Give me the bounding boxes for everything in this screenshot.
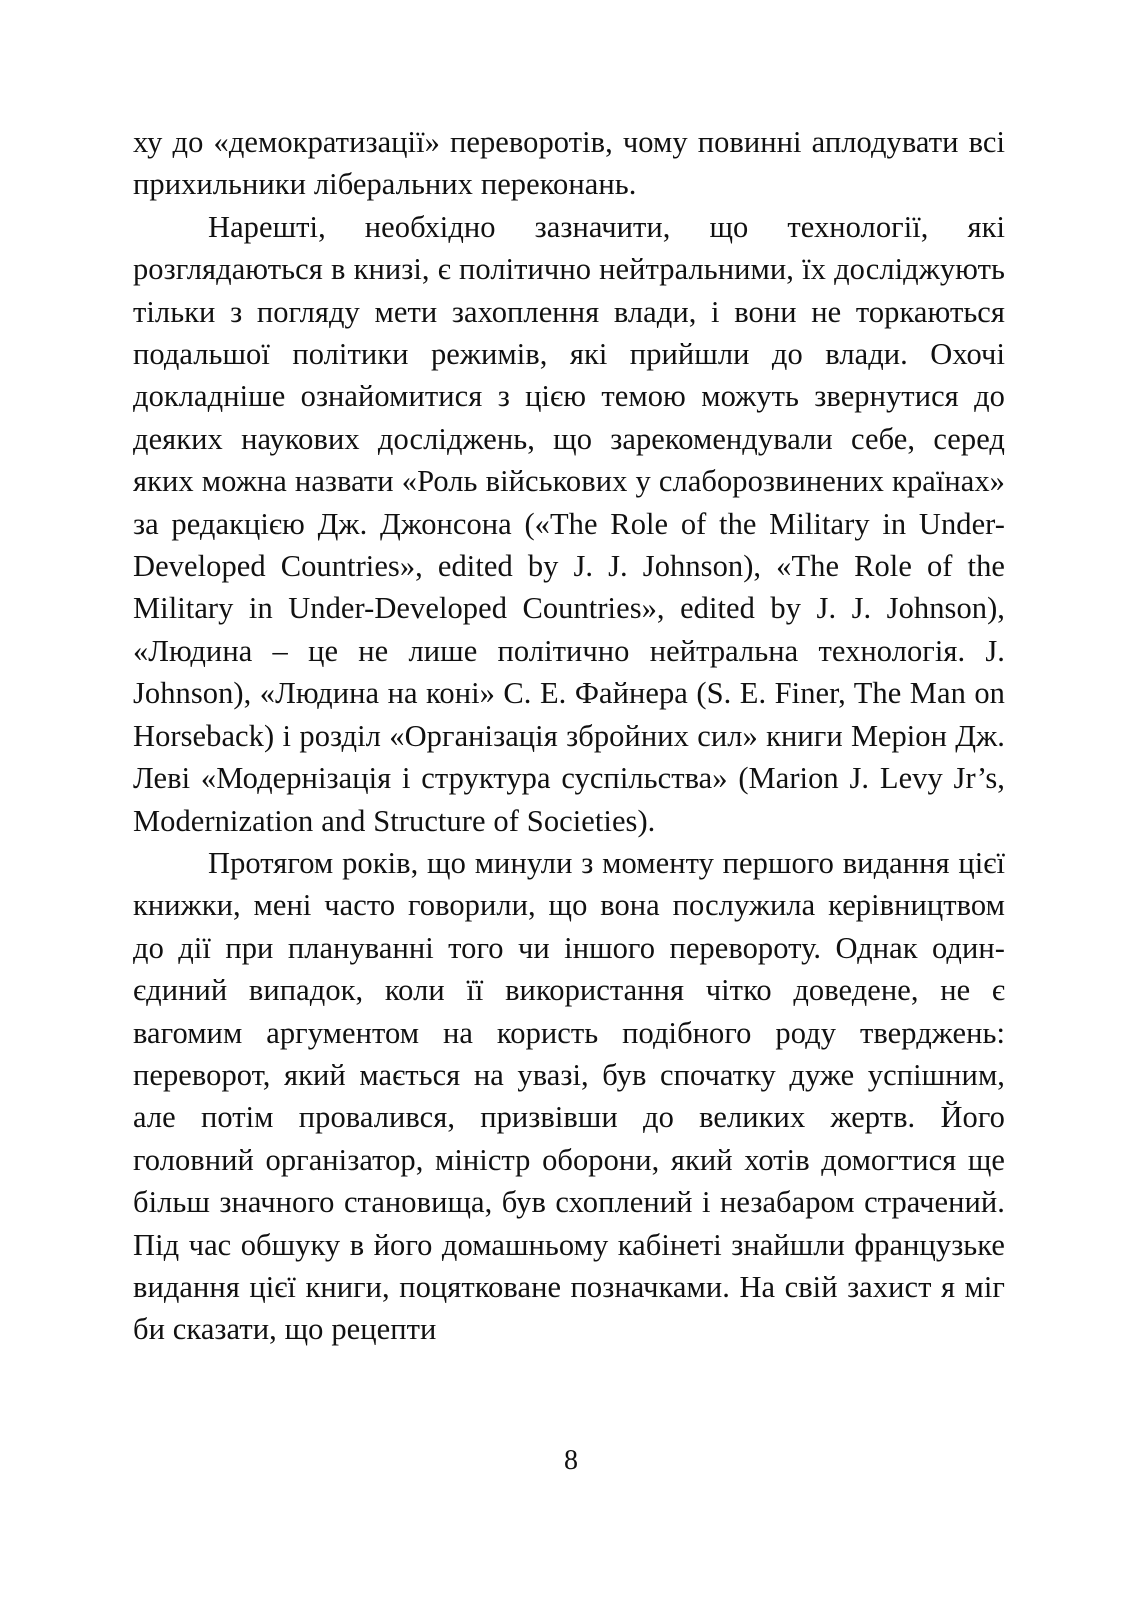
page-body-text xyxy=(133,121,1005,1351)
paragraph-technologies: Нарешті, необхідно зазначити, що технології, які розглядаються в книзі, є політично нейтральними, їх досліджують тільки з погляду мети захоплення влади, і вони не торкаються подальшої політики режимів, які прийшли до влади. Охочі докладніше ознайомитися з цією темою можуть звернутися до деяких наукових досліджень, що зарекомендували себе, серед яких можна назвати «Роль військових у слаборозвинених країнах» за редакцією Дж. Джонсона («The Role of the Military in Under-Developed Countries», edited by J. J. Johnson), «The Role of the Military in Under-Developed Countries», edited by J. J. Johnson), «Людина – це не лише політично нейтральна технологія. J. Johnson), «Людина на коні» С. Е. Файнера (S. E. Finer, The Man on Horseback) і розділ «Організація збройних сил» книги Меріон Дж. Леві «Модернізація і структура суспільства» (Marion J. Levy Jr’s, Modernization and Structure of Societies). xyxy=(133,209,1005,838)
paragraph-years: Протягом років, що минули з моменту першого видання цієї книжки, мені часто говорили, що вона послужила керівництвом до дії при плануванні того чи іншого перевороту. Однак один-єдиний випадок, коли її використання чітко доведене, не є вагомим аргументом на користь подібного роду тверджень: переворот, який мається на увазі, був спочатку дуже успішним, але потім провалився, призвівши до великих жертв. Його головний організатор, міністр оборони, який хотів домогтися ще більш значного становища, був схоплений і незабаром страчений. Під час обшуку в його домашньому кабінеті знайшли французьке видання цієї книги, поцятковане позначками. На свій захист я міг би сказати, що рецепти xyxy=(133,845,1005,1347)
paragraph-continued: ху до «демократизації» переворотів, чому повинні аплодувати всі прихильники ліберальних переконань. xyxy=(133,125,1005,202)
page-number: 8 xyxy=(564,1445,578,1476)
